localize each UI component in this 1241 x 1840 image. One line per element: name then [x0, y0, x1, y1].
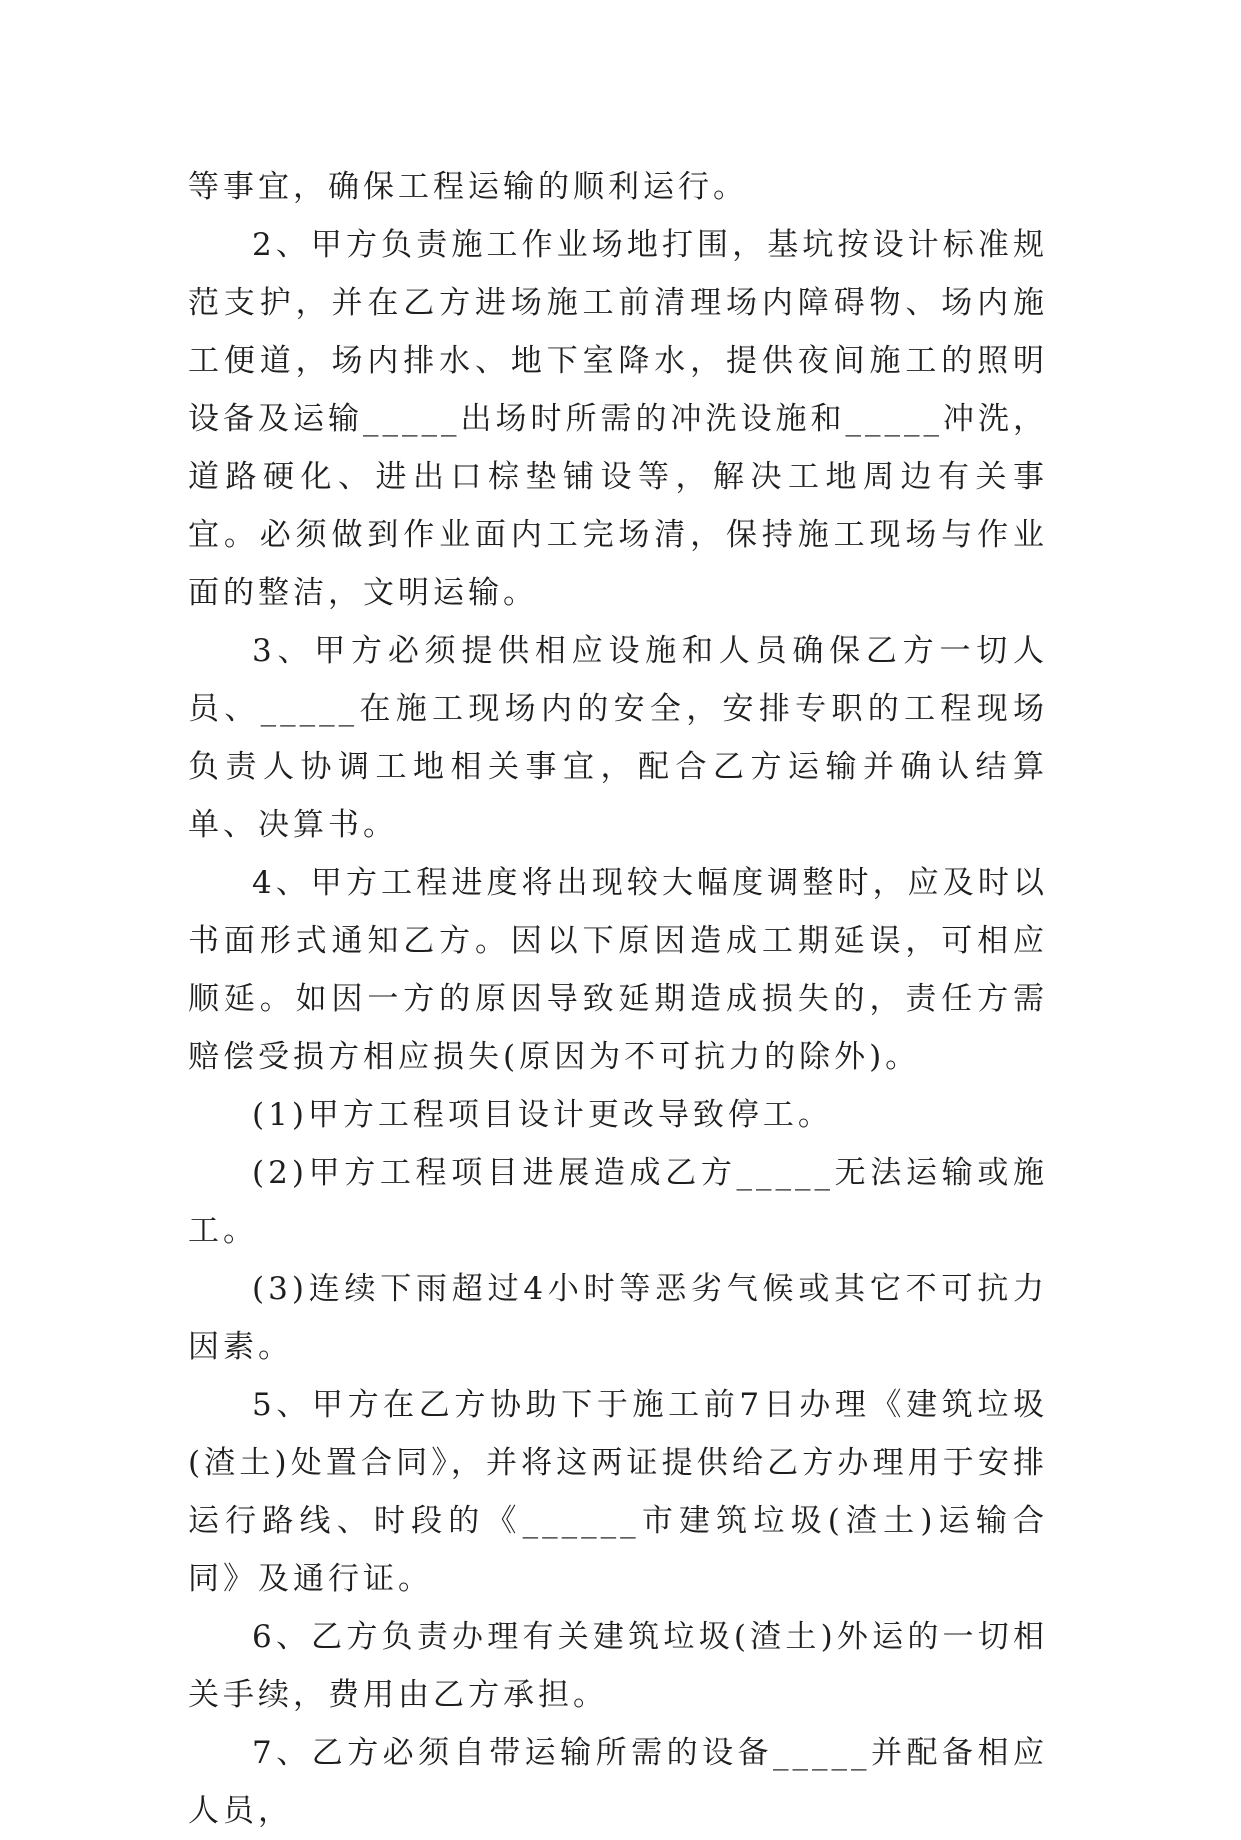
paragraph-continuation: 等事宜，确保工程运输的顺利运行。 — [188, 169, 748, 205]
paragraph-clause-6: 6、乙方负责办理有关建筑垃圾(渣土)外运的一切相关手续，费用由乙方承担。 — [188, 1619, 1048, 1713]
paragraph-item-2: (2)甲方工程项目进展造成乙方_____无法运输或施工。 — [188, 1155, 1048, 1249]
paragraph-clause-5: 5、甲方在乙方协助下于施工前7日办理《建筑垃圾(渣土)处置合同》，并将这两证提供给乙方办理用于安排运行路线、时段的《______市建筑垃圾(渣土)运输合同》及通行证。 — [188, 1387, 1048, 1597]
paragraph-clause-2: 2、甲方负责施工作业场地打围，基坑按设计标准规范支护，并在乙方进场施工前清理场内障碍物、场内施工便道，场内排水、地下室降水，提供夜间施工的照明设备及运输_____出场时所需的冲洗设施和_____冲洗，道路硬化、进出口棕垫铺设等，解决工地周边有关事宜。必须做到作业面内工完场清，保持施工现场与作业面的整洁，文明运输。 — [188, 227, 1048, 611]
document-body — [188, 158, 1048, 1840]
paragraph-clause-4: 4、甲方工程进度将出现较大幅度调整时，应及时以书面形式通知乙方。因以下原因造成工期延误，可相应顺延。如因一方的原因导致延期造成损失的，责任方需赔偿受损方相应损失(原因为不可抗力的除外)。 — [188, 865, 1048, 1075]
paragraph-clause-3: 3、甲方必须提供相应设施和人员确保乙方一切人员、_____在施工现场内的安全，安排专职的工程现场负责人协调工地相关事宜，配合乙方运输并确认结算单、决算书。 — [188, 633, 1048, 843]
paragraph-item-3: (3)连续下雨超过4小时等恶劣气候或其它不可抗力因素。 — [188, 1271, 1048, 1365]
paragraph-clause-7: 7、乙方必须自带运输所需的设备_____并配备相应人员， — [188, 1735, 1048, 1829]
paragraph-item-1: (1)甲方工程项目设计更改导致停工。 — [252, 1097, 833, 1133]
